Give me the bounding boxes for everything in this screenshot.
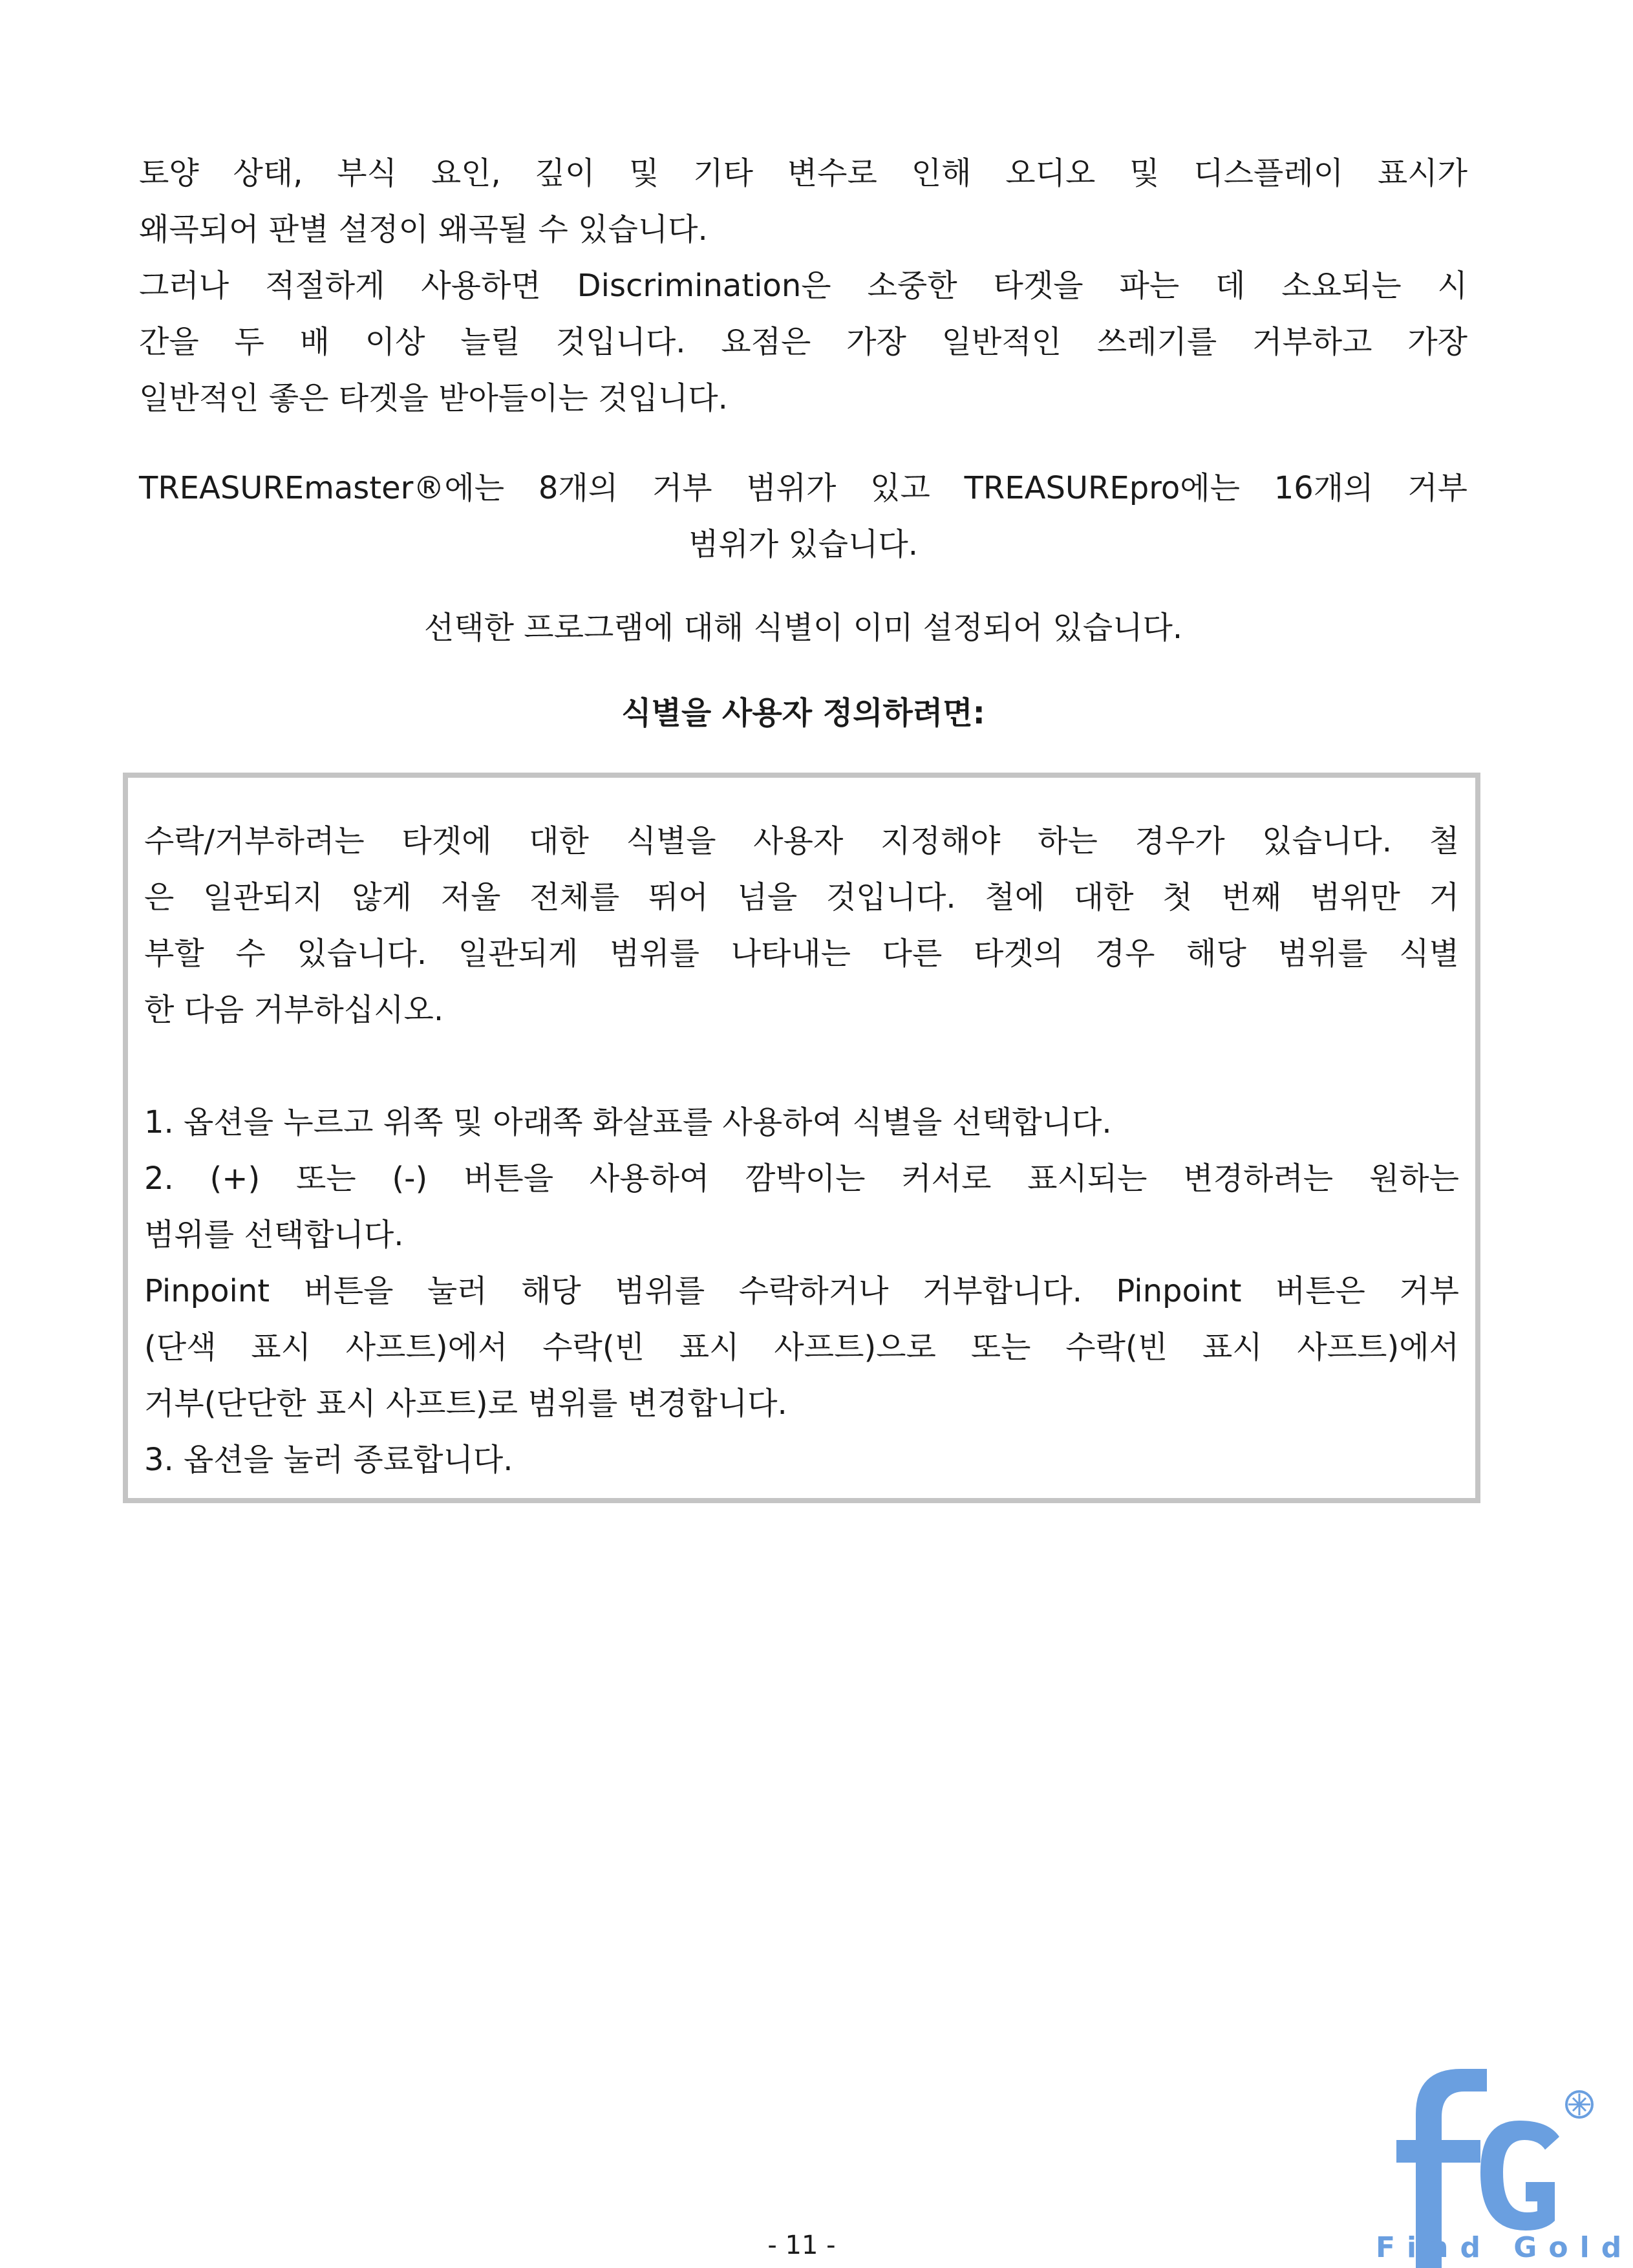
box-line-2: 은 일관되지 않게 저울 전체를 뛰어 넘을 것입니다. 철에 대한 첫 번째 범위만 거 <box>144 879 1459 915</box>
box-line-4: 한 다음 거부하십시오. <box>144 992 444 1028</box>
step-2-line-1: 2. (+) 또는 (-) 버튼을 사용하여 깜박이는 커서로 표시되는 변경하려는 원하는 <box>144 1161 1459 1197</box>
pinpoint-line-2: (단색 표시 사프트)에서 수락(빈 표시 사프트)으로 또는 수락(빈 표시 사프트)에서 <box>144 1329 1459 1365</box>
box-line-3: 부할 수 있습니다. 일관되게 범위를 나타내는 다른 타겟의 경우 해당 범위를 식별 <box>144 936 1459 972</box>
customize-heading: 식별을 사용자 정의하려면: <box>621 695 985 731</box>
step-2-line-2: 범위를 선택합니다. <box>144 1217 404 1253</box>
intro-line-4: 간을 두 배 이상 늘릴 것입니다. 요점은 가장 일반적인 쓰레기를 거부하고 가장 <box>139 324 1468 360</box>
preset-note: 선택한 프로그램에 대해 식별이 이미 설정되어 있습니다. <box>423 610 1183 646</box>
step-1: 1. 옵션을 누르고 위쪽 및 아래쪽 화살표를 사용하여 식별을 선택합니다. <box>144 1104 1112 1140</box>
step-3: 3. 옵션을 눌러 종료합니다. <box>144 1442 513 1478</box>
pinpoint-line-3: 거부(단단한 표시 사프트)로 범위를 변경합니다. <box>144 1385 787 1422</box>
pinpoint-line-1: Pinpoint 버튼을 눌러 해당 범위를 수락하거나 거부합니다. Pinpoint 버튼은 거부 <box>144 1273 1459 1309</box>
paragraph-gap <box>144 1038 1459 1095</box>
intro-line-2: 왜곡되어 판별 설정이 왜곡될 수 있습니다. <box>139 211 708 248</box>
ranges-line-1: TREASUREmaster®에는 8개의 거부 범위가 있고 TREASUREpro에는 16개의 거부 <box>139 470 1468 506</box>
instructions-box <box>123 773 1480 1503</box>
box-line-1: 수락/거부하려는 타겟에 대한 식별을 사용자 지정해야 하는 경우가 있습니다. 철 <box>144 823 1459 859</box>
logo-text: Find Gold <box>1376 2231 1633 2264</box>
intro-line-1: 토양 상태, 부식 요인, 깊이 및 기타 변수로 인해 오디오 및 디스플레이 표시가 <box>139 155 1468 191</box>
intro-line-5: 일반적인 좋은 타겟을 받아들이는 것입니다. <box>139 380 728 416</box>
page-number: - 11 - <box>767 2231 836 2260</box>
ranges-line-2: 범위가 있습니다. <box>688 526 919 562</box>
intro-line-3: 그러나 적절하게 사용하면 Discrimination은 소중한 타겟을 파는 데 소요되는 시 <box>139 268 1468 304</box>
instructions-content <box>144 813 1459 1488</box>
